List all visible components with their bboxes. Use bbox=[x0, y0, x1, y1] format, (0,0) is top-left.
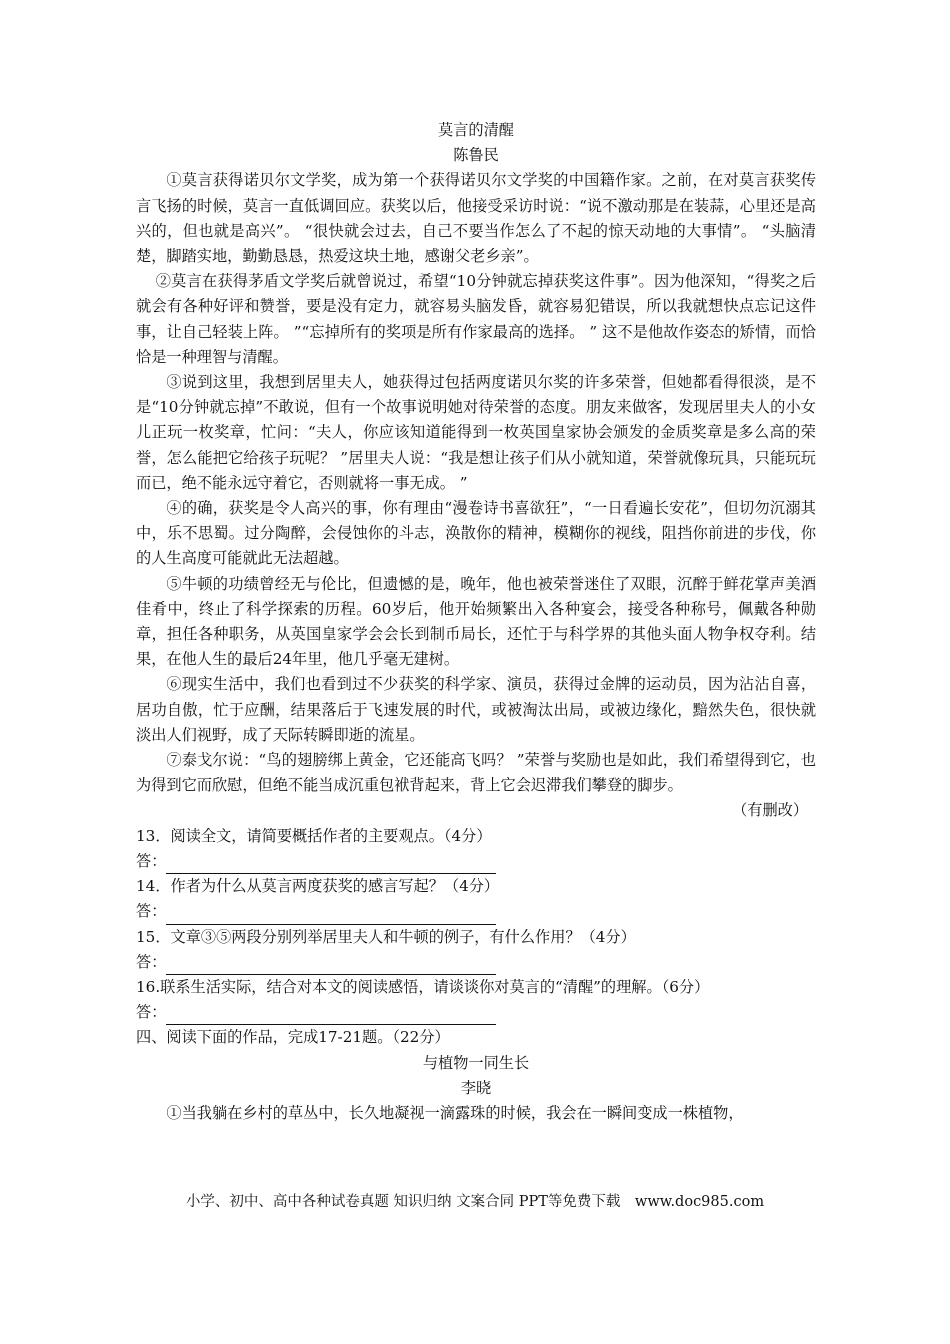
paragraph-7: ⑦泰戈尔说：“鸟的翅膀绑上黄金，它还能高飞吗？ ”荣誉与奖励也是如此，我们希望得到它，也为得到它而欣慰，但绝不能当成沉重包袱背起来，背上它会迟滞我们攀登的脚步。 bbox=[136, 751, 816, 795]
paragraph-4: ④的确，获奖是令人高兴的事，你有理由“漫卷诗书喜欲狂”，“一日看遍长安花”，但切勿沉溺其中，乐不思蜀。过分陶醉，会侵蚀你的斗志，涣散你的精神，模糊你的视线，阻挡你前进的步伐，你的人生高度可能就此无法超越。 bbox=[136, 499, 816, 568]
edit-note: （有删改） bbox=[732, 801, 808, 820]
paragraph-5: ⑤牛顿的功绩曾经无与伦比，但遗憾的是，晚年，他也被荣誉迷住了双眼，沉醉于鲜花掌声美酒佳肴中，终止了科学探索的历程。60岁后，他开始频繁出入各种宴会，接受各种称号，佩戴各种勋章，担任各种职务，从英国皇家学会会长到制币局长，还忙于与科学界的其他头面人物争权夺利。结果，在他人生的最后24年里，他几乎毫无建树。 bbox=[136, 574, 816, 669]
answer-line[interactable] bbox=[166, 1006, 496, 1025]
answer-label: 答： bbox=[136, 902, 167, 921]
question-14: 14．作者为什么从莫言两度获奖的感言写起？（4分） bbox=[136, 877, 500, 896]
section-heading: 四、阅读下面的作品，完成17-21题。（22分） bbox=[136, 1028, 450, 1047]
answer-label: 答： bbox=[136, 952, 167, 971]
answer-line[interactable] bbox=[166, 906, 496, 925]
answer-line[interactable] bbox=[166, 855, 496, 874]
question-15: 15．文章③⑤两段分别列举居里夫人和牛顿的例子，有什么作用？（4分） bbox=[136, 927, 636, 946]
section-paragraph-1: ①当我躺在乡村的草丛中，长久地凝视一滴露珠的时候，我会在一瞬间变成一株植物， bbox=[166, 1103, 744, 1122]
document-page bbox=[136, 118, 816, 1126]
answer-label: 答： bbox=[136, 1003, 167, 1022]
answer-line[interactable] bbox=[166, 956, 496, 975]
answer-13 bbox=[136, 849, 816, 874]
question-16: 16.联系生活实际，结合对本文的阅读感悟，请谈谈你对莫言的“清醒”的理解。（6分） bbox=[136, 977, 710, 996]
section-author: 李晓 bbox=[460, 1078, 492, 1097]
footer-text: 小学、初中、高中各种试卷真题 知识归纳 文案合同 PPT等免费下载 www.doc985.com bbox=[185, 1194, 765, 1210]
answer-16 bbox=[136, 1000, 816, 1025]
paragraph-1: ①莫言获得诺贝尔文学奖，成为第一个获得诺贝尔文学奖的中国籍作家。之前，在对莫言获奖传言飞扬的时候，莫言一直低调回应。获奖以后，他接受采访时说：“说不激动那是在装蒜，心里还是高兴的，但也就是高兴”。 “很快就会过去，自己不要当作怎么了不起的惊天动地的大事情”。 “头脑清楚，脚踏实地，勤勤恳恳，热爱这块土地，感谢父老乡亲”。 bbox=[136, 171, 816, 266]
answer-15 bbox=[136, 950, 816, 975]
answer-label: 答： bbox=[136, 851, 167, 870]
article-author: 陈鲁民 bbox=[453, 146, 499, 165]
paragraph-3: ③说到这里，我想到居里夫人，她获得过包括两度诺贝尔奖的许多荣誉，但她都看得很淡，是不是“10分钟就忘掉”不敢说，但有一个故事说明她对待荣誉的态度。朋友来做客，发现居里夫人的小女儿正玩一枚奖章，忙问：“夫人，你应该知道能得到一枚英国皇家协会颁发的金质奖章是多么高的荣誉，怎么能把它给孩子玩呢？ ”居里夫人说：“我是想让孩子们从小就知道，荣誉就像玩具，只能玩玩而已，绝不能永远守着它，否则就将一事无成。 ” bbox=[136, 373, 816, 492]
paragraph-6: ⑥现实生活中，我们也看到过不少获奖的科学家、演员，获得过金牌的运动员，因为沾沾自喜，居功自傲，忙于应酬，结果落后于飞速发展的时代，或被淘汰出局，或被边缘化，黯然失色，很快就淡出人们视野，成了天际转瞬即逝的流星。 bbox=[136, 675, 816, 744]
paragraph-2: ②莫言在获得茅盾文学奖后就曾说过，希望“10分钟就忘掉获奖这件事”。因为他深知，“得奖之后就会有各种好评和赞誉，要是没有定力，就容易头脑发昏，就容易犯错误，所以我就想快点忘记这件事，让自己轻装上阵。 ”“忘掉所有的奖项是所有作家最高的选择。 ” 这不是他故作姿态的矫情，而恰恰是一种理智与清醒。 bbox=[136, 272, 816, 366]
question-13: 13．阅读全文，请简要概括作者的主要观点。（4分） bbox=[136, 826, 492, 845]
article-title: 莫言的清醒 bbox=[438, 121, 514, 139]
answer-14 bbox=[136, 899, 816, 924]
section-title: 与植物一同生长 bbox=[422, 1053, 530, 1072]
